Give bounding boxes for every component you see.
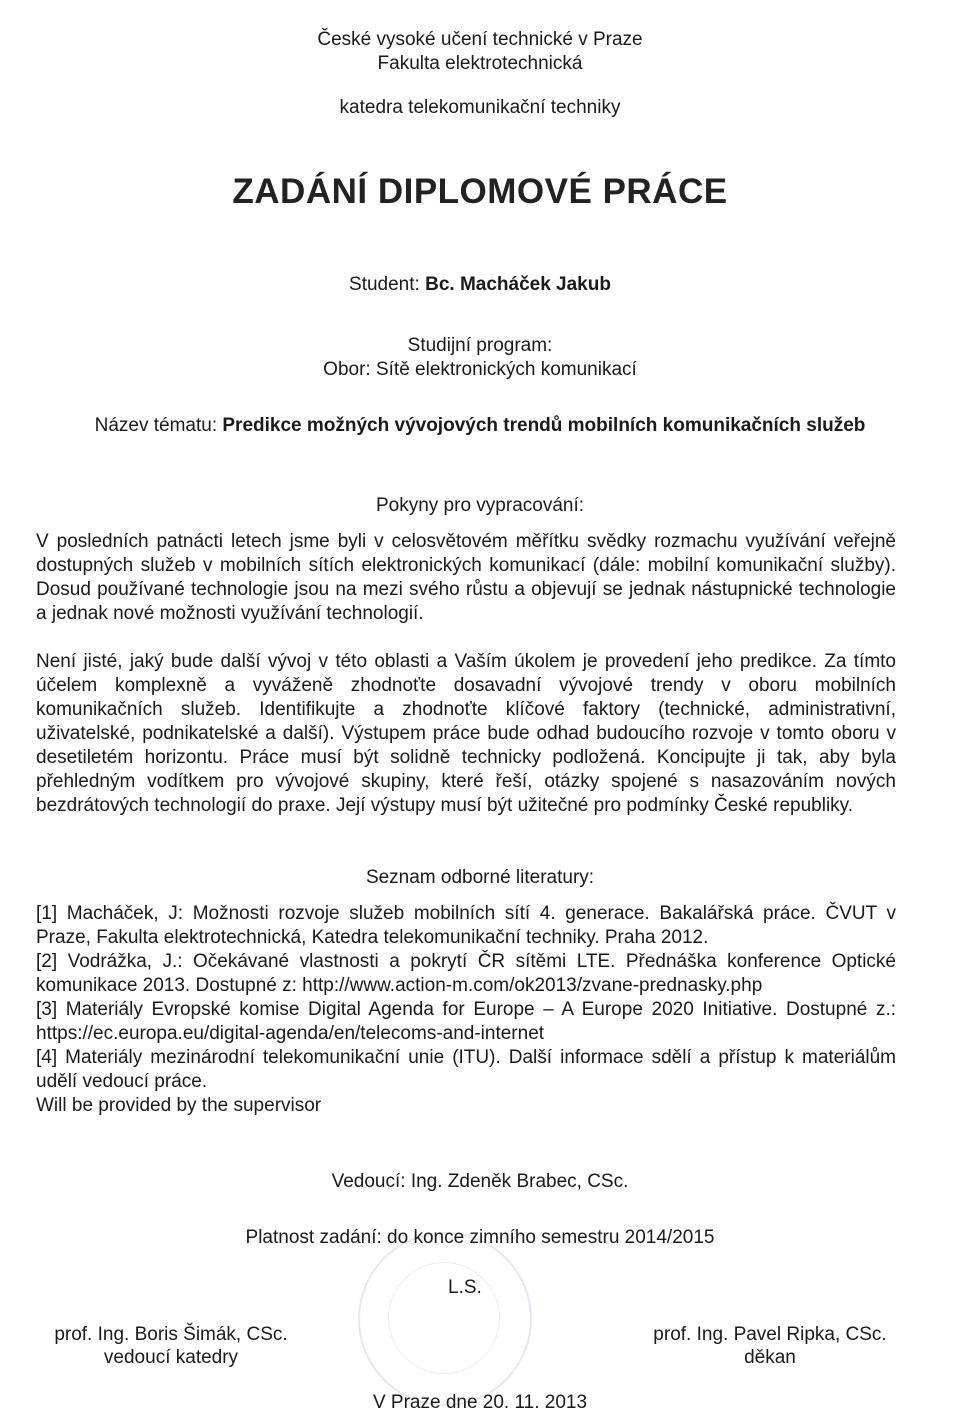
reference-list — [36, 902, 896, 1118]
topic-line — [0, 414, 960, 437]
left-signature-block — [36, 1323, 306, 1369]
literature-heading: Seznam odborné literatury: — [365, 867, 595, 888]
right-signature-block — [640, 1323, 900, 1369]
seal-mark: L.S. — [448, 1277, 482, 1298]
instructions-text-1: V posledních patnácti letech jsme byli v celosvětovém měřítku svědky rozmachu využívání veřejně dostupných služeb v mobilních sítích elektronických komunikací (dále: mobilní komunikační služby). Dosud používané technologie jsou na mezi svého růstu a objevují se jednak nástupnické technologie a jednak nové možnosti využívání technologií. — [36, 531, 896, 624]
validity-line: Platnost zadání: do konce zimního semestru 2014/2015 — [245, 1227, 715, 1248]
study-program-label: Studijní program: — [407, 335, 553, 356]
reference-item: [3] Materiály Evropské komise Digital Agenda for Europe – A Europe 2020 Initiative. Dostupné z.: https://ec.europa.eu/digital-agenda/en/telecoms-and-internet — [36, 999, 896, 1044]
head-of-department-role: vedoucí katedry — [103, 1347, 239, 1368]
instructions-text-2: Není jisté, jaký bude další vývoj v této oblasti a Vaším úkolem je provedení jeho predikce. Za tímto účelem komplexně a vyváženě zhodnoťte dosavadní vývojové trendy v oboru mobilních komunikačních služeb. Identifikujte a zhodnoťte klíčové faktory (technické, administrativní, uživatelské, podnikatelské a další). Výstupem práce bude odhad budoucího rozvoje v tomto oboru v desetiletém horizontu. Práce musí být solidně technicky podložená. Koncipujte ji tak, aby byla přehledným vodítkem pro vývojové skupiny, které řeší, otázky spojené s nasazováním nových bezdrátových technologií do praxe. Její výstupy musí být užitečné pro podmínky České republiky. — [36, 651, 896, 816]
student-label: Student: — [349, 274, 420, 295]
document-title: ZADÁNÍ DIPLOMOVÉ PRÁCE — [232, 172, 728, 211]
instructions-paragraph-2 — [36, 650, 896, 818]
faculty-name: Fakulta elektrotechnická — [377, 53, 583, 74]
instructions-paragraph-1 — [36, 530, 896, 626]
student-line — [0, 273, 960, 296]
official-stamp-inner-ring — [388, 1262, 500, 1374]
topic-value: Predikce možných vývojových trendů mobilních komunikačních služeb — [222, 415, 866, 436]
dean-name: prof. Ing. Pavel Ripka, CSc. — [653, 1324, 887, 1345]
supervisor-line: Vedoucí: Ing. Zdeněk Brabec, CSc. — [331, 1171, 629, 1192]
official-stamp — [358, 1232, 532, 1406]
student-name: Bc. Macháček Jakub — [425, 274, 611, 295]
topic-label: Název tématu: — [94, 415, 218, 436]
head-of-department-name: prof. Ing. Boris Šimák, CSc. — [54, 1324, 288, 1345]
instructions-heading: Pokyny pro vypracování: — [375, 495, 585, 516]
reference-item: [1] Macháček, J: Možnosti rozvoje služeb mobilních sítí 4. generace. Bakalářská práce. ČVUT v Praze, Fakulta elektrotechnická, Katedra telekomunikační techniky. Praha 2012. — [36, 903, 896, 948]
place-and-date: V Praze dne 20. 11. 2013 — [372, 1392, 588, 1413]
department-name: katedra telekomunikační techniky — [339, 97, 621, 118]
field-of-study: Obor: Sítě elektronických komunikací — [323, 359, 637, 380]
dean-role: děkan — [744, 1347, 796, 1368]
reference-item: [2] Vodrážka, J.: Očekávané vlastnosti a pokrytí ČR sítěmi LTE. Přednáška konference Optické komunikace 2013. Dostupné z: http://www.action-m.com/ok2013/zvane-prednasky.php — [36, 951, 896, 996]
supervisor-note: Will be provided by the supervisor — [36, 1095, 322, 1116]
reference-item: [4] Materiály mezinárodní telekomunikační unie (ITU). Další informace sdělí a přístup k materiálům udělí vedoucí práce. — [36, 1047, 896, 1092]
university-name: České vysoké učení technické v Praze — [317, 29, 643, 50]
